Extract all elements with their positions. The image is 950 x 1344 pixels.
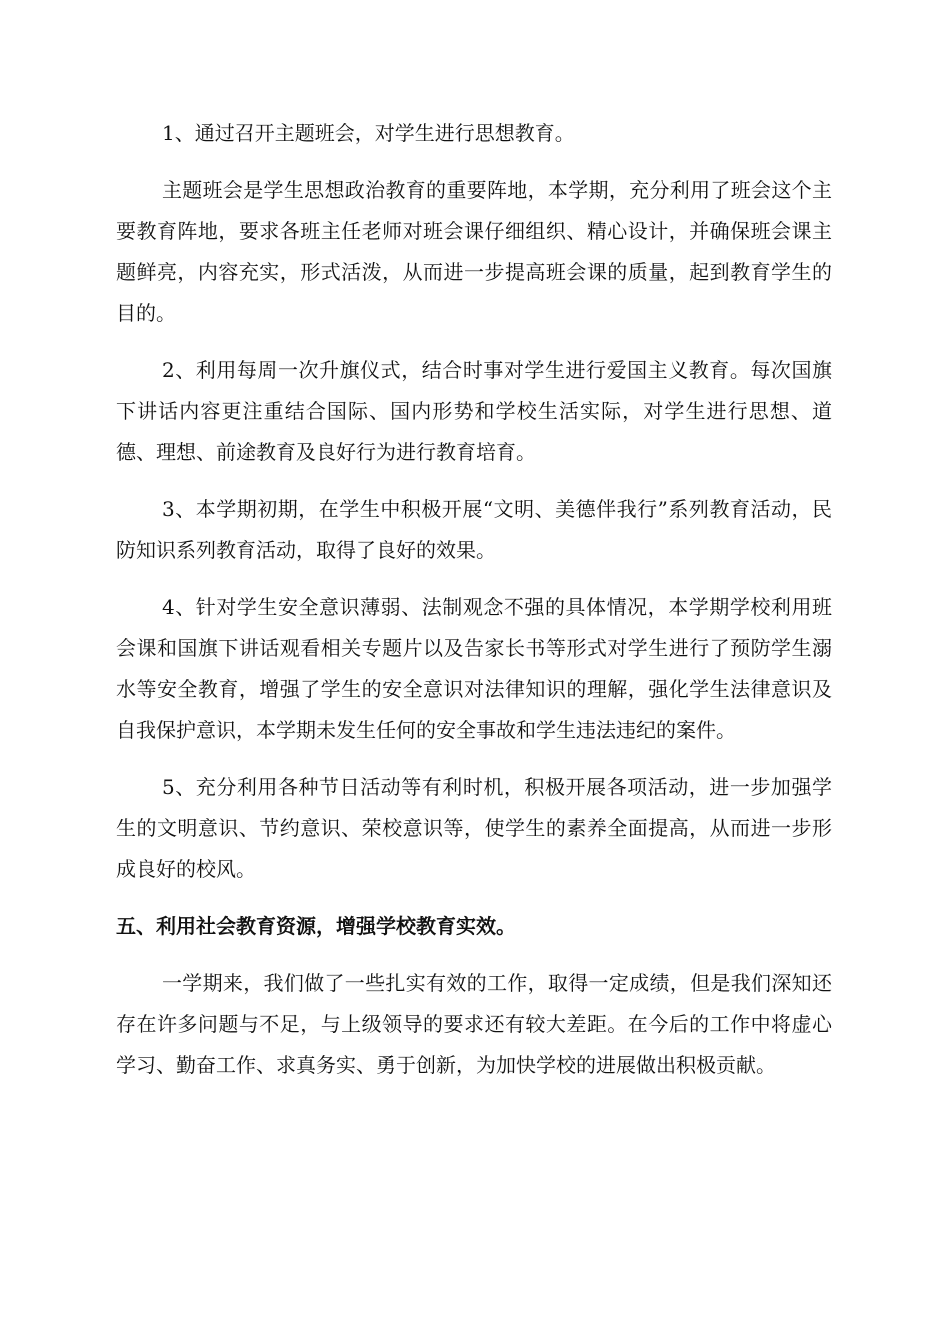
paragraph-class-meeting-body: 主题班会是学生思想政治教育的重要阵地，本学期，充分利用了班会这个主要教育阵地，要求各班主任老师对班会课仔细组织、精心设计，并确保班会课主题鲜亮，内容充实，形式活泼，从而进一步提高班会课的质量，起到教育学生的目的。	[116, 178, 832, 325]
paragraph-safety-education: 4、针对学生安全意识薄弱、法制观念不强的具体情况，本学期学校利用班会课和国旗下讲话观看相关专题片以及告家长书等形式对学生进行了预防学生溺水等安全教育，增强了学生的安全意识对法律知识的理解，强化学生法律意识及自我保护意识，本学期未发生任何的安全事故和学生违法违纪的案件。	[116, 595, 832, 742]
paragraph-civility-activities: 3、本学期初期，在学生中积极开展“文明、美德伴我行”系列教育活动，民防知识系列教育活动，取得了良好的效果。	[116, 497, 832, 562]
paragraph-closing: 一学期来，我们做了一些扎实有效的工作，取得一定成绩，但是我们深知还存在许多问题与不足，与上级领导的要求还有较大差距。在今后的工作中将虚心学习、勤奋工作、求真务实、勇于创新，为加快学校的进展做出积极贡献。	[116, 971, 832, 1077]
paragraph-flag-ceremony: 2、利用每周一次升旗仪式，结合时事对学生进行爱国主义教育。每次国旗下讲话内容更注重结合国际、国内形势和学校生活实际，对学生进行思想、道德、理想、前途教育及良好行为进行教育培育。	[116, 358, 832, 464]
section-heading: 五、利用社会教育资源，增强学校教育实效。	[116, 914, 516, 938]
paragraph-festival-activities: 5、充分利用各种节日活动等有利时机，积极开展各项活动，进一步加强学生的文明意识、节约意识、荣校意识等，使学生的素养全面提高，从而进一步形成良好的校风。	[116, 775, 832, 881]
paragraph-class-meeting-title: 1、通过召开主题班会，对学生进行思想教育。	[162, 121, 575, 145]
document-page	[116, 113, 832, 1102]
